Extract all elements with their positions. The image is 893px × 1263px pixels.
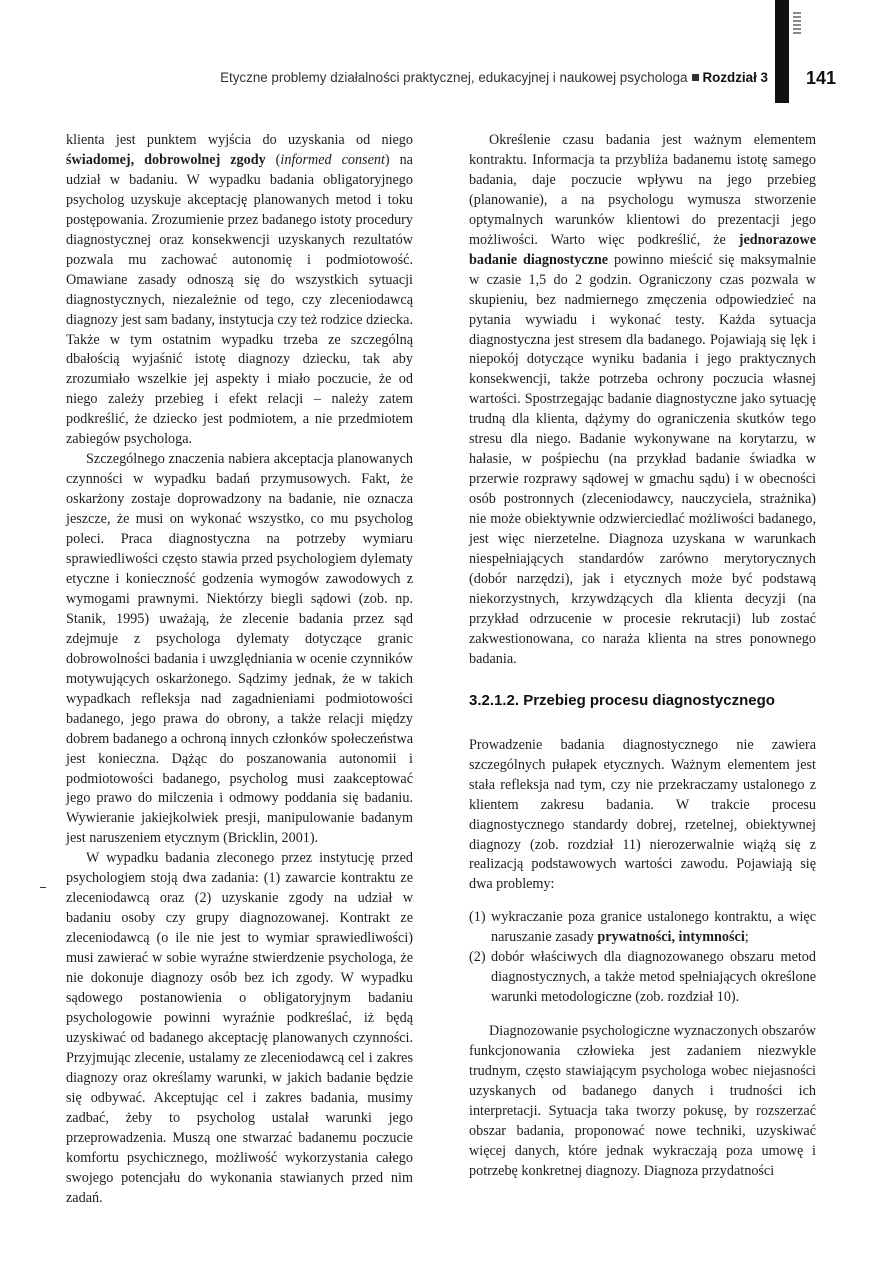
chapter-label: Rozdział 3 bbox=[702, 70, 768, 85]
list-text: dobór właściwych dla diagnozowanego obszaru metod diagnostycznych, a także metod spełniających określone warunki metodologiczne (zob. rozdział 10). bbox=[491, 949, 816, 1006]
left-column bbox=[66, 131, 413, 1208]
section-heading: 3.2.1.2. Przebieg procesu diagnostycznego bbox=[469, 691, 775, 709]
paragraph: W wypadku badania zleconego przez instytucję przed psychologiem stoją dwa zadania: (1) zawarcie kontraktu ze zleceniodawcą oraz (2) uzyskanie zgody na udział w badaniu osoby czy grupy diagnozowanej. Kontrakt ze zleceniodawcą (o ile nie jest to wymiar sprawiedliwości) musi zawierać w sobie wyraźne stwierdzenie psychologa, że nie dokonuje diagnozy osób bez ich zgody. W wypadku sądowego postanowienia o obligatoryjnym badaniu psychologowie powinni wyraźnie podkreślać, iż będą uzyskiwać od badanego akceptację planowanych czynności. Przyjmując zlecenie, ustalamy ze zleceniodawcą cel i zakres diagnozy oraz określamy warunki, w jakich badanie będzie się odbywać. Akceptując cel i zakres badania, musimy zadbać, żeby to psycholog ustalał warunki jego przeprowadzenia. Muszą one stwarzać badanemu poczucie komfortu psychicznego, możliwość wykorzystania całego swojego potencjału do wykonania stawianych przed nim zadań. bbox=[66, 850, 413, 1206]
numbered-list bbox=[469, 908, 816, 1008]
chapter-thumb-tab bbox=[775, 0, 789, 103]
bold-term: prywatności, intymności bbox=[597, 929, 745, 946]
text-run: ; bbox=[744, 929, 749, 946]
text-run: ) na udział w badaniu. W wypadku badania obligatoryjnego psycholog uzyskuje akceptację planowanych metod i toku postępowania. Zrozumienie przez badanego istoty procedury diagnostycznej oraz konsekwencji uzyskanych rezultatów pozwala mu zachować autonomię i podmiotowość. Omawiane zasady odnoszą się do wszystkich sytuacji diagnostycznych, niezależnie od tego, czy zleceniodawcą diagnozy jest sam badany, instytucja czy też rodzice dziecka. Także w tym ostatnim wypadku trzeba ze szczególną dbałością wyjaśnić istotę diagnozy dziecku, tak aby zrozumiało wszelkie jej aspekty i miało poczucie, że od niego zależy przebieg i efekt relacji – należy zatem podkreślić, że dziecko jest podmiotem, a nie przedmiotem zabiegów psychologa. bbox=[66, 151, 413, 448]
list-number: (1) bbox=[469, 909, 486, 926]
list-item bbox=[469, 948, 816, 1008]
margin-mark bbox=[40, 887, 46, 888]
text-run: ( bbox=[265, 151, 281, 168]
text-run: klienta jest punktem wyjścia do uzyskania od niego bbox=[66, 132, 413, 148]
paragraph bbox=[66, 131, 413, 450]
running-header bbox=[100, 66, 768, 90]
list-number: (2) bbox=[469, 949, 486, 966]
text-run: wykraczanie poza granice ustalonego kontraktu, a więc naruszanie zasady bbox=[491, 909, 816, 946]
italic-term: informed consent bbox=[280, 151, 385, 168]
page-edge-mark bbox=[793, 12, 801, 34]
list-text bbox=[491, 908, 816, 948]
square-bullet-icon bbox=[692, 74, 699, 81]
paragraph: Diagnozowanie psychologiczne wyznaczonych obszarów funkcjonowania człowieka jest zadaniem niezwykle trudnym, często stawiającym psychologa wobec niejasności uzyskanych od badanego danych i trudności ich interpretacji. Sytuacja taka tworzy pokusę, by rozszerzać obszar badania, proponować nowe techniki, uzyskiwać więcej danych, które jednak wykraczają poza umowę i potrzebę konkretnej diagnozy. Diagnoza przydatności bbox=[469, 1023, 816, 1179]
right-column bbox=[469, 131, 816, 1182]
text-run: Określenie czasu badania jest ważnym elementem kontraktu. Informacja ta przybliża badanemu istotę samego badania, daje poczucie wpływu na jego przebieg (planowanie), a na psychologu wymusza stworzenie optymalnych warunków klientowi do prezentacji jego możliwości. Warto więc podkreślić, że bbox=[469, 132, 816, 248]
bold-term: jednorazowe badanie diagnostyczne bbox=[469, 231, 816, 268]
running-title: Etyczne problemy działalności praktycznej, edukacyjnej i naukowej psychologa bbox=[220, 70, 688, 85]
page-number: 141 bbox=[806, 68, 837, 88]
list-item bbox=[469, 908, 816, 948]
bold-term: świadomej, dobrowolnej zgody bbox=[66, 151, 266, 168]
paragraph bbox=[469, 131, 816, 670]
text-run: powinno mieścić się maksymalnie w czasie 1,5 do 2 godzin. Ograniczony czas pozwala w skupieniu, bez nadmiernego zmęczenia odpowiedzieć na pytania wywiadu i wykonać testy. Każda sytuacja diagnostyczna jest stresem dla badanego. Pojawiają się lęk i niepokój dotyczące wyniku badania i jego praktycznych konsekwencji, także potrzeba ochrony poczucia własnej wartości. Spostrzegając badanie diagnostyczne jako sytuację trudną dla klienta, dążymy do ograniczenia skutków tego stresu dla niego. Badanie wykonywane na korytarzu, w hałasie, w pośpiechu (na przykład badanie świadka w przerwie rozprawy sądowej w gmachu sądu) i w obecności osób postronnych (zleceniodawcy, nauczyciela, strażnika) nie może obiektywnie odzwierciedlać możliwości badanego, jest więc nierzetelne. Diagnoza uzyskana w warunkach niespełniających standardów zarówno merytorycznych (dobór narzędzi), jak i etycznych może być podstawą niekorzystnych, krzywdzących dla klienta decyzji (na przykład odrzucenie w procesie rekrutacji) lub zostać zakwestionowana, co naraża klienta na stres ponownego badania. bbox=[469, 251, 816, 667]
paragraph: Prowadzenie badania diagnostycznego nie zawiera szczególnych pułapek etycznych. Ważnym elementem jest stała refleksja nad tym, czy nie przekraczamy ustalonego z klientem zakresu badania. W trakcie procesu diagnostycznego standardy dobrej, rzetelnej, obiektywnej diagnozy (zob. rozdział 11) nierozerwalnie wiążą się z realizacją podstawowych wartości zawodu. Pojawiają się dwa problemy: bbox=[469, 736, 816, 893]
paragraph: Szczególnego znaczenia nabiera akceptacja planowanych czynności w wypadku badań przymusowych. Fakt, że oskarżony zostaje doprowadzony na badanie, nie oznacza jeszcze, że musi on wykonać wszystko, co mu psycholog poleci. Praca diagnostyczna na potrzeby wymiaru sprawiedliwości często stawia przed psychologiem dylematy etyczne i konieczność godzenia wymogów zawodowych z wymogami prawnymi. Niektórzy biegli sądowi (zob. np. Stanik, 1995) uważają, że zlecenie badania przez sąd zdejmuje z psychologa dylematy dotyczące granic dobrowolności badania i uwzględniania w ocenie czynników motywujących oskarżonego. Sądzimy jednak, że w takich wypadkach refleksja nad zagadnieniami podmiotowości badanego, jego prawa do obrony, a także relacji między dobrem badanego a ochroną innych członków społeczeństwa jest konieczna. Dążąc do poszanowania autonomii i podmiotowości badanego, psycholog musi zaakceptować jego prawo do milczenia i odmowy poddania się badaniu. Wywieranie jakiejkolwiek presji, manipulowanie badanym jest naruszeniem etycznym (Bricklin, 2001). bbox=[66, 451, 413, 847]
